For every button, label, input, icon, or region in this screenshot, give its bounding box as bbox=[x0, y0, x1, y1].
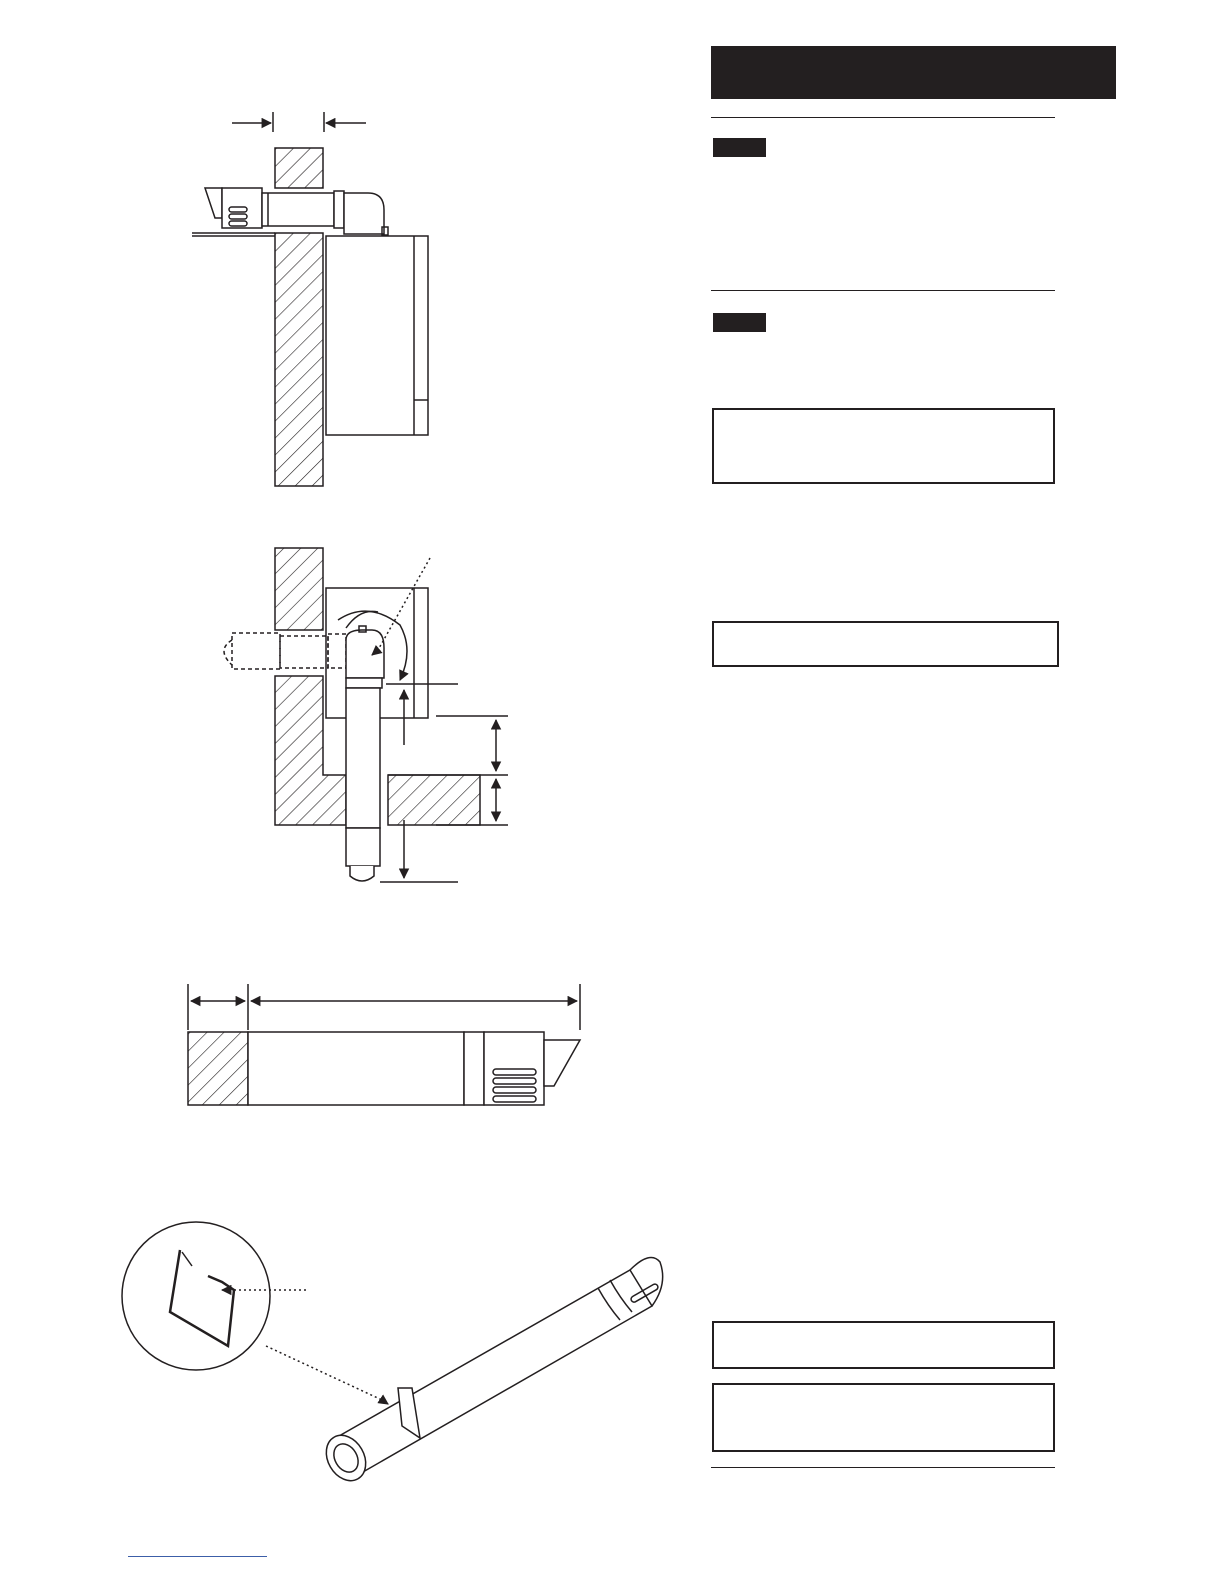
fig-vertical-flue bbox=[224, 548, 508, 882]
fig-rear-flue bbox=[192, 112, 428, 486]
fig-flue-length bbox=[188, 984, 580, 1105]
fig-flue-clip bbox=[122, 1222, 663, 1488]
